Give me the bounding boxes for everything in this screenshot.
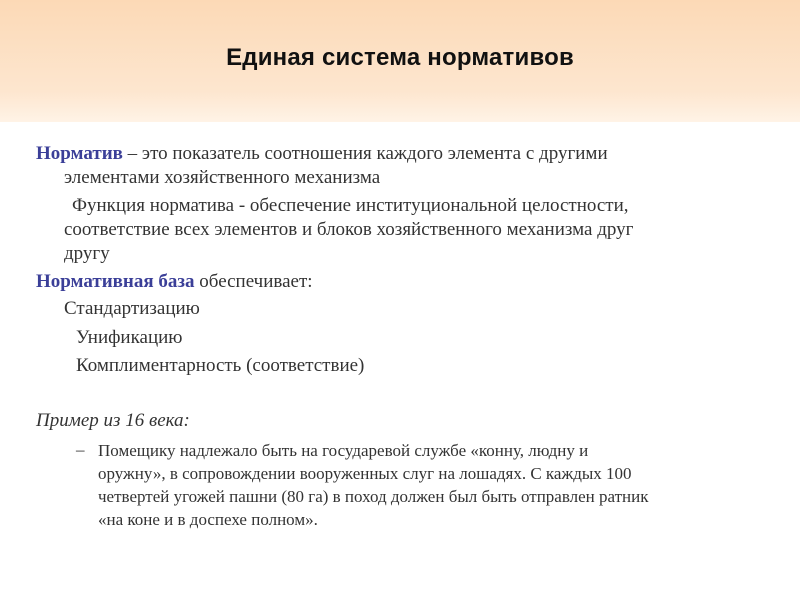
definition-term: Норматив	[36, 143, 123, 164]
function-line-3: другу	[64, 243, 110, 264]
definition-line-2: элементами хозяйственного механизма	[64, 167, 381, 188]
example-heading: Пример из 16 века:	[36, 410, 190, 431]
definition-text: – это показатель соотношения каждого элемента с другими	[122, 143, 608, 164]
example-line-2: оружну», в сопровождении вооруженных слуг на лошадях. С каждых 100	[98, 464, 632, 483]
function-line-1: Функция норматива - обеспечение институциональной целостности,	[72, 195, 629, 216]
base-line	[36, 270, 313, 294]
example-line-1: Помещику надлежало быть на государевой службе «конну, людну и	[98, 441, 589, 460]
function-line-2: соответствие всех элементов и блоков хозяйственного механизма друг	[64, 219, 634, 240]
base-term: Нормативная база	[36, 271, 195, 292]
base-text: обеспечивает:	[194, 271, 313, 292]
example-bullet: –	[76, 440, 85, 459]
base-item-standardization: Стандартизацию	[64, 298, 200, 319]
base-item-unification: Унификацию	[76, 327, 183, 348]
slide-title: Единая система нормативов	[226, 44, 574, 71]
example-line-3: четвертей угожей пашни (80 га) в поход должен был быть отправлен ратник	[98, 487, 649, 506]
example-line-4: «на коне и в доспехе полном».	[98, 510, 318, 529]
base-item-complementarity: Комплиментарность (соответствие)	[76, 355, 365, 376]
definition-line-1	[36, 142, 608, 166]
